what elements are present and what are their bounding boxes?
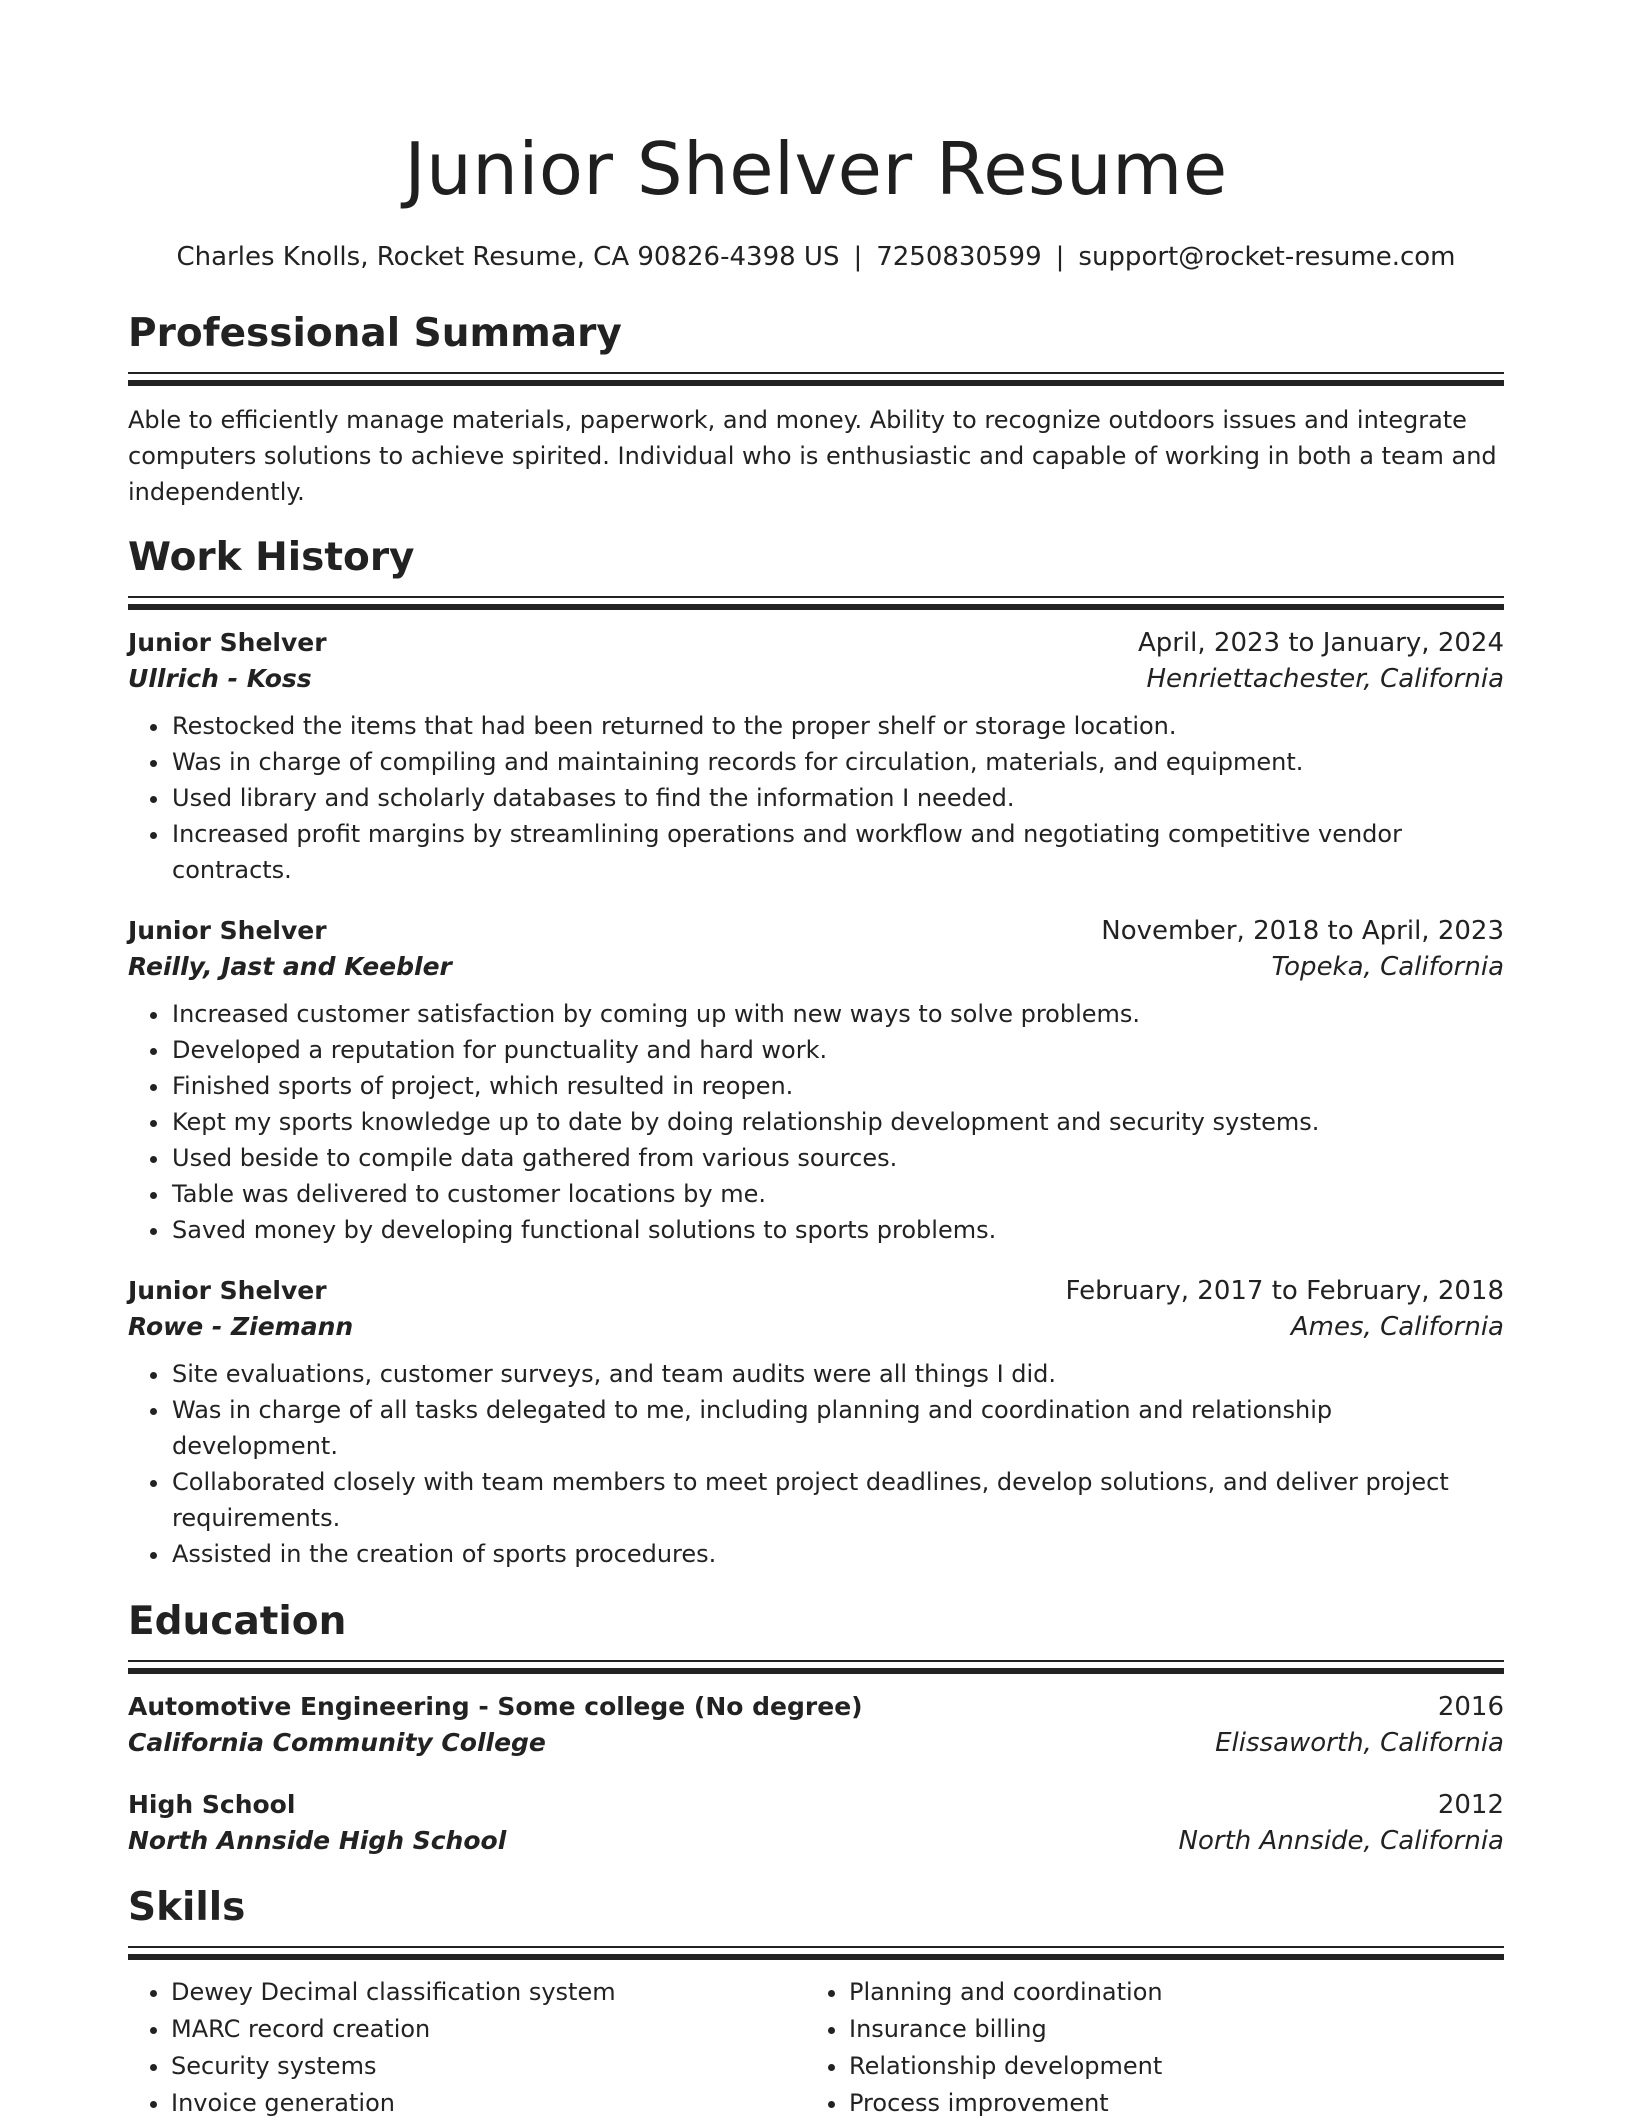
contact-separator: |: [1055, 242, 1065, 272]
job-dates: April, 2023 to January, 2024: [1137, 628, 1504, 658]
section-divider: [128, 596, 1504, 598]
job-entry: [128, 916, 1504, 1248]
section-heading: Work History: [128, 535, 415, 580]
contact-email: support@rocket-resume.com: [1078, 242, 1456, 272]
resume-page: [128, 0, 1504, 2122]
job-title: Junior Shelver: [128, 1276, 327, 1305]
job-location: Ames, California: [1290, 1312, 1504, 1342]
job-title: Junior Shelver: [128, 628, 327, 657]
education-school: North Annside High School: [128, 1826, 507, 1855]
list-item: • Was in charge of compiling and maintaining records for circulation, materials, and equipment.: [171, 744, 1504, 780]
list-item: • Kept my sports knowledge up to date by doing relationship development and security systems.: [171, 1104, 1504, 1140]
section-divider: [128, 604, 1504, 610]
skills-list-left: [128, 1974, 806, 2122]
list-item: • Assisted in the creation of sports procedures.: [171, 1536, 1504, 1572]
skill-item: • Relationship development: [849, 2048, 1484, 2085]
education-year: 2012: [1437, 1790, 1504, 1820]
list-item: • Saved money by developing functional solutions to sports problems.: [171, 1212, 1504, 1248]
education-location: Elissaworth, California: [1215, 1728, 1504, 1758]
list-item: • Used beside to compile data gathered from various sources.: [171, 1140, 1504, 1176]
skill-item: • Process improvement: [849, 2085, 1484, 2122]
education-section: [128, 1598, 1504, 1856]
job-location: Topeka, California: [1271, 952, 1504, 982]
contact-phone: 7250830599: [876, 242, 1042, 272]
education-year: 2016: [1437, 1692, 1504, 1722]
job-entry: [128, 628, 1504, 888]
education-entry: [128, 1790, 1504, 1856]
skill-item: • Planning and coordination: [849, 1974, 1484, 2011]
list-item: • Increased customer satisfaction by coming up with new ways to solve problems.: [171, 996, 1504, 1032]
skills-section: [128, 1884, 1504, 2122]
section-divider: [128, 1660, 1504, 1662]
skill-item: • Invoice generation: [171, 2085, 806, 2122]
job-company: Reilly, Jast and Keebler: [128, 952, 452, 981]
section-heading: Professional Summary: [128, 311, 622, 356]
contact-line: [128, 242, 1504, 272]
list-item: • Developed a reputation for punctuality and hard work.: [171, 1032, 1504, 1068]
job-entry: [128, 1276, 1504, 1572]
contact-address: Charles Knolls, Rocket Resume, CA 90826-4398 US: [176, 242, 840, 272]
summary-text: Able to efficiently manage materials, paperwork, and money. Ability to recognize outdoors issues and integrate computers solutions to achieve spirited. Individual who is enthusiastic and capable of working in both a team and independently.: [128, 406, 1497, 506]
list-item: • Finished sports of project, which resulted in reopen.: [171, 1068, 1504, 1104]
education-degree: Automotive Engineering - Some college (No degree): [128, 1692, 863, 1721]
section-heading: Skills: [128, 1885, 246, 1930]
section-divider: [128, 1954, 1504, 1960]
job-bullets: [128, 1356, 1504, 1572]
work-section: [128, 534, 1504, 1572]
skill-item: • Dewey Decimal classification system: [171, 1974, 806, 2011]
job-title: Junior Shelver: [128, 916, 327, 945]
skill-item: • Insurance billing: [849, 2011, 1484, 2048]
skills-columns: [128, 1974, 1504, 2122]
skill-item: • MARC record creation: [171, 2011, 806, 2048]
job-company: Rowe - Ziemann: [128, 1312, 354, 1341]
job-bullets: [128, 708, 1504, 888]
list-item: • Table was delivered to customer locations by me.: [171, 1176, 1504, 1212]
list-item: • Restocked the items that had been returned to the proper shelf or storage location.: [171, 708, 1504, 744]
job-location: Henriettachester, California: [1146, 664, 1504, 694]
section-heading: Education: [128, 1599, 347, 1644]
contact-separator: |: [853, 242, 863, 272]
job-company: Ullrich - Koss: [128, 664, 312, 693]
skills-list-right: [806, 1974, 1484, 2122]
list-item: • Collaborated closely with team members to meet project deadlines, develop solutions, and deliver project requirements.: [171, 1464, 1504, 1536]
job-bullets: [128, 996, 1504, 1248]
list-item: • Site evaluations, customer surveys, and team audits were all things I did.: [171, 1356, 1504, 1392]
education-degree: High School: [128, 1790, 296, 1819]
skill-item: • Security systems: [171, 2048, 806, 2085]
job-dates: February, 2017 to February, 2018: [1065, 1276, 1504, 1306]
job-dates: November, 2018 to April, 2023: [1101, 916, 1504, 946]
section-divider: [128, 380, 1504, 386]
page-title: Junior Shelver Resume: [404, 127, 1228, 211]
education-location: North Annside, California: [1178, 1826, 1504, 1856]
education-school: California Community College: [128, 1728, 546, 1757]
section-divider: [128, 372, 1504, 374]
section-divider: [128, 1668, 1504, 1674]
list-item: • Was in charge of all tasks delegated to me, including planning and coordination and relationship development.: [171, 1392, 1504, 1464]
list-item: • Used library and scholarly databases to find the information I needed.: [171, 780, 1504, 816]
education-entry: [128, 1692, 1504, 1758]
summary-section: [128, 310, 1504, 510]
list-item: • Increased profit margins by streamlining operations and workflow and negotiating competitive vendor contracts.: [171, 816, 1504, 888]
section-divider: [128, 1946, 1504, 1948]
